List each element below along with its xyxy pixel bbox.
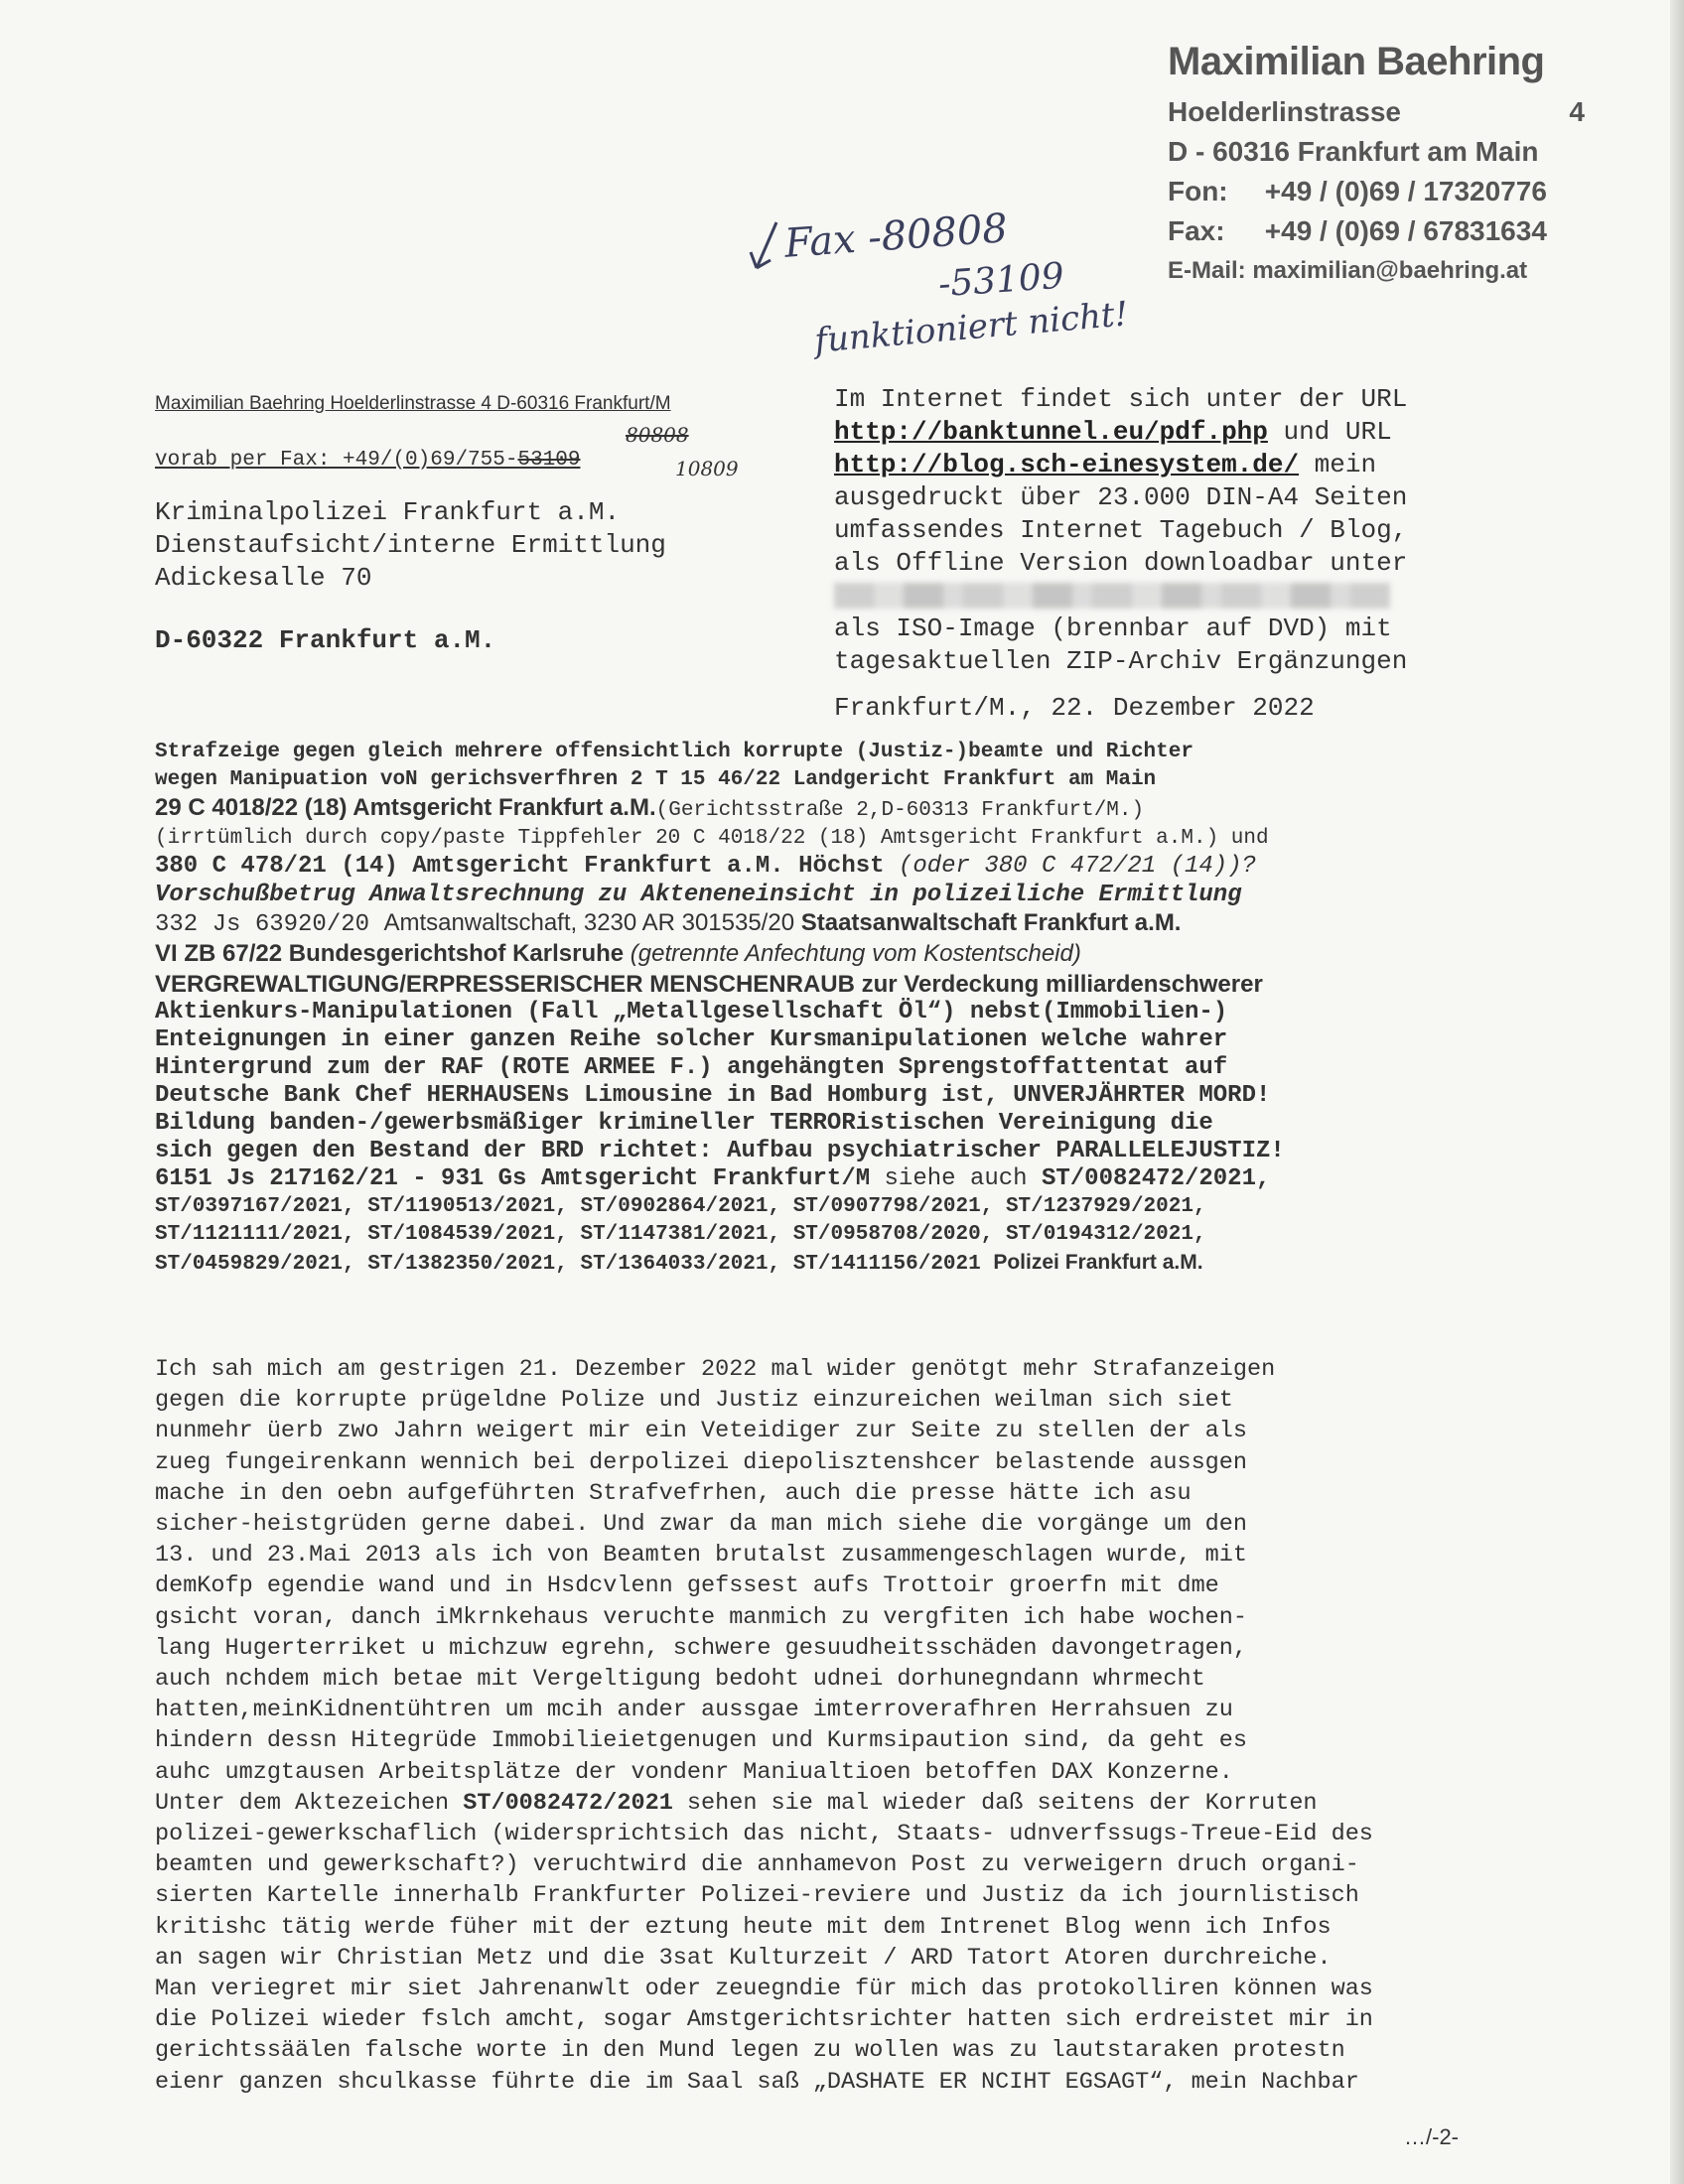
body-line: gerichtssäälen falsche worte in den Mund legen zu wollen was zu lautstaraken protestn [155,2037,1345,2065]
phone-label: Fon: [1168,176,1228,206]
body-line15-start: Unter dem Aktezeichen [155,1789,464,1817]
info-line1: Im Internet findet sich unter der URL [834,384,1408,414]
subject-st-first: ST/0082472/2021, [1041,1165,1271,1192]
subject-line7 [155,909,1485,940]
info-line6: als Offline Version downloadbar unter [834,548,1408,578]
body-text [155,1354,1495,2098]
subject-line12: Hintergrund zum der RAF (ROTE ARMEE F.) angehängten Sprengstoffattentat auf [155,1054,1228,1081]
body-line: hatten,meinKidnentühtren um mcih ander aussgae imterroverafhren Herrahsuen zu [155,1697,1233,1724]
body-line: an sagen wir Christian Metz und die 3sat Kulturzeit / ARD Tatort Atoren durchreiche. [155,1944,1332,1972]
recipient-line1: Kriminalpolizei Frankfurt a.M. [155,497,621,527]
body-line: gegen die korrupte prügeldne Polize und Justiz einzureichen weilman sich siet [155,1387,1233,1415]
advance-fax-line [155,449,580,472]
body-line: kritishc tätig werde füher mit der eztung heute mit dem Intrenet Blog wenn ich Infos [155,1913,1332,1941]
letterhead-street [1168,92,1585,132]
subject-line2: wegen Manipuation voN gerichsverfhren 2 T 15 46/22 Landgericht Frankfurt am Main [155,768,1157,791]
handwritten-fax-correction-top: 80808 [626,423,689,447]
body-line: 13. und 23.Mai 2013 als ich von Beamten brutalst zusammengeschlagen wurde, mit [155,1542,1247,1570]
recipient-line3: Adickesalle 70 [155,563,372,593]
handwritten-fax-correction-right: 10809 [675,457,739,480]
letter-date: Frankfurt/M., 22. Dezember 2022 [834,693,1315,723]
fax-number: +49 / (0)69 / 67831634 [1264,215,1547,246]
subject-block [155,739,1485,1279]
recipient-city: D-60322 Frankfurt a.M. [155,625,496,655]
subject-line14: Bildung banden-/gewerbsmäßiger krimineller TERRORistischen Vereinigung die [155,1110,1213,1137]
info-line3-suffix: mein [1299,450,1377,479]
subject-bgh-note: (getrennte Anfechtung vom Kostentscheid) [624,940,1081,967]
body-line: Man veriegret mir siet Jahrenanwlt oder zeuegndie für mich das protokolliren können was [155,1976,1373,2003]
subject-js-number: 332 Js 63920/20 [155,911,384,938]
page-continuation-marker: …/-2- [1404,2124,1459,2149]
body-line: lang Hugerterriket u michzuw egrehn, schwere gesuudheitsschäden davongetragen, [155,1634,1247,1662]
letterhead-house-number: 4 [1569,96,1585,127]
info-block [834,383,1489,725]
info-line2 [834,416,1489,449]
subject-staatsanwaltschaft: Staatsanwaltschaft Frankfurt a.M. [800,909,1182,936]
subject-line9: VERGREWALTIGUNG/ERPRESSERISCHER MENSCHENRAUB zur Verdeckung milliardenschwerer [155,971,1263,998]
subject-line1: Strafzeige gegen gleich mehrere offensichtlich korrupte (Justiz-)beamte und Richter [155,741,1193,763]
url-banktunnel-link[interactable]: http://banktunnel.eu/pdf.php [834,417,1268,447]
subject-line17: ST/0397167/2021, ST/1190513/2021, ST/0902864/2021, ST/0907798/2021, ST/1237929/2021, [155,1195,1206,1218]
subject-line11: Enteignungen in einer ganzen Reihe solcher Kursmanipulationen welche wahrer [155,1026,1228,1053]
subject-line13: Deutsche Bank Chef HERHAUSENs Limousine in Bad Homburg ist, UNVERJÄHRTER MORD! [155,1082,1271,1109]
body-st-reference: ST/0082472/2021 [463,1789,673,1817]
subject-see-also: siehe auch [870,1165,1042,1192]
subject-line16 [155,1165,1485,1193]
body-line: gsicht voran, danch iMkrnkehaus veruchte manmich zu vergfiten ich habe wochen- [155,1603,1247,1631]
letterhead-fax [1168,211,1585,251]
info-line3 [834,449,1489,481]
subject-case-29c: 29 C 4018/22 (18) Amtsgericht Frankfurt a.M. [155,794,656,821]
subject-case-alt: (oder 380 C 472/21 (14))? [884,853,1256,880]
letterhead-email: E-Mail: maximilian@baehring.at [1168,257,1528,284]
handwritten-note-line3: funktioniert nicht! [812,294,1130,361]
info-line8: als ISO-Image (brennbar auf DVD) mit [834,614,1392,643]
handwritten-arrow-icon [747,218,786,278]
recipient-line2: Dienstaufsicht/interne Ermittlung [155,530,666,560]
sender-return-address: Maximilian Baehring Hoelderlinstrasse 4 D-60316 Frankfurt/M [155,393,671,414]
body-line: demKofp egendie wand und in Hsdcvlenn gefssest aufs Trottoir groerfn mit dme [155,1572,1219,1600]
fax-label: Fax: [1168,215,1225,246]
body-line [155,1788,1495,1819]
handwritten-note-line2: -53109 [936,255,1065,306]
body-line: zueg fungeirenkann wennich bei derpolizei diepolisztenshcer belastende aussgen [155,1448,1247,1476]
subject-st-list-end: ST/0459829/2021, ST/1382350/2021, ST/1364033/2021, ST/1411156/2021 [155,1253,994,1276]
body-line15-end: sehen sie mal wieder daß seitens der Korruten [672,1789,1318,1817]
body-line: auch nchdem mich betae mit Vergeltigung bedoht udnei dorhunegndann whrmecht [155,1666,1205,1694]
subject-amtsanwaltschaft: Amtsanwaltschaft, 3230 AR 301535/20 [383,909,801,936]
subject-line5 [155,853,1485,882]
subject-line4: (irrtümlich durch copy/paste Tippfehler 20 C 4018/22 (18) Amtsgericht Frankfurt a.M.) und [155,827,1269,850]
scan-edge [1670,0,1684,2184]
subject-line18: ST/1121111/2021, ST/1084539/2021, ST/1147381/2021, ST/0958708/2020, ST/0194312/2021, [155,1223,1206,1246]
body-line: polizei-gewerkschaflich (widersprichtsich das nicht, Staats- udnverfssugs-Treue-Eid des [155,1821,1373,1848]
letterhead [1168,40,1585,291]
subject-gs-number: 6151 Js 217162/21 - 931 Gs Amtsgericht Frankfurt/M [155,1165,871,1192]
url-blog-link[interactable]: http://blog.sch-einesystem.de/ [834,450,1300,479]
fax-prefix: vorab per Fax: +49/(0)69/755- [155,449,518,472]
subject-line15: sich gegen den Bestand der BRD richtet: Aufbau psychiatrischer PARALLELEJUSTIZ! [155,1138,1285,1164]
letterhead-street-name: Hoelderlinstrasse [1168,96,1401,127]
subject-case-380c: 380 C 478/21 (14) Amtsgericht Frankfurt a.M. Höchst [155,853,885,880]
letterhead-phone [1168,172,1585,211]
subject-line10: Aktienkurs-Manipulationen (Fall „Metallgesellschaft Öl“) nebst(Immobilien-) [155,999,1228,1025]
subject-police: Polizei Frankfurt a.M. [993,1251,1203,1274]
info-line2-suffix: und URL [1267,417,1392,447]
body-line: beamten und gewerkschaft?) veruchtwird die annhamevon Post zu verweigern druch organi- [155,1851,1359,1879]
body-line: nunmehr üerb zwo Jahrn weigert mir ein Veteidiger zur Seite zu stellen der als [155,1418,1247,1445]
handwritten-note-line1: Fax -80808 [782,205,1010,267]
body-line: eienr ganzen shculkasse führte die im Saal saß „DASHATE ER NCIHT EGSAGT“, mein Nachbar [155,2068,1359,2096]
body-line: Ich sah mich am gestrigen 21. Dezember 2022 mal wider genötgt mehr Strafanzeigen [155,1356,1276,1383]
body-line: sicher-heistgrüden gerne dabei. Und zwar da man mich siehe die vorgänge um den [155,1511,1247,1539]
info-line5: umfassendes Internet Tagebuch / Blog, [834,515,1408,545]
subject-court-address: (Gerichtsstraße 2,D-60313 Frankfurt/M.) [655,799,1145,822]
info-line4: ausgedruckt über 23.000 DIN-A4 Seiten [834,482,1408,512]
letterhead-city: D - 60316 Frankfurt am Main [1168,136,1539,167]
subject-line8 [155,940,1485,971]
subject-line19 [155,1249,1485,1279]
phone-number: +49 / (0)69 / 17320776 [1264,176,1547,206]
recipient-address [155,496,666,657]
body-line: die Polizei wieder fslch amcht, sogar Amstgerichtsrichter hatten sich erdreistet mir in [155,2006,1373,2034]
body-line: sierten Kartelle innerhalb Frankfurter Polizei-reviere und Justiz da ich journlistisch [155,1882,1359,1910]
info-line7-redacted [834,580,1489,613]
subject-line6: Vorschußbetrug Anwaltsrechnung zu Akteneneinsicht in polizeiliche Ermittlung [155,882,1242,908]
body-line: hindern dessn Hitegrüde Immobilieietgenugen und Kurmsipaution sind, da geht es [155,1727,1247,1755]
info-line9: tagesaktuellen ZIP-Archiv Ergänzungen [834,646,1408,676]
fax-struck-number: 53109 [517,449,581,472]
subject-line3 [155,794,1485,825]
body-line: auhc umzgtausen Arbeitsplätze der vondenr Maniualtioen betoffen DAX Konzerne. [155,1758,1233,1786]
subject-bgh: VI ZB 67/22 Bundesgerichtshof Karlsruhe [155,940,625,967]
redacted-url-blur [834,583,1390,609]
body-line: mache in den oebn aufgeführten Strafvefrhen, auch die presse hätte ich asu [155,1479,1192,1507]
letterhead-name: Maximilian Baehring [1168,40,1545,83]
